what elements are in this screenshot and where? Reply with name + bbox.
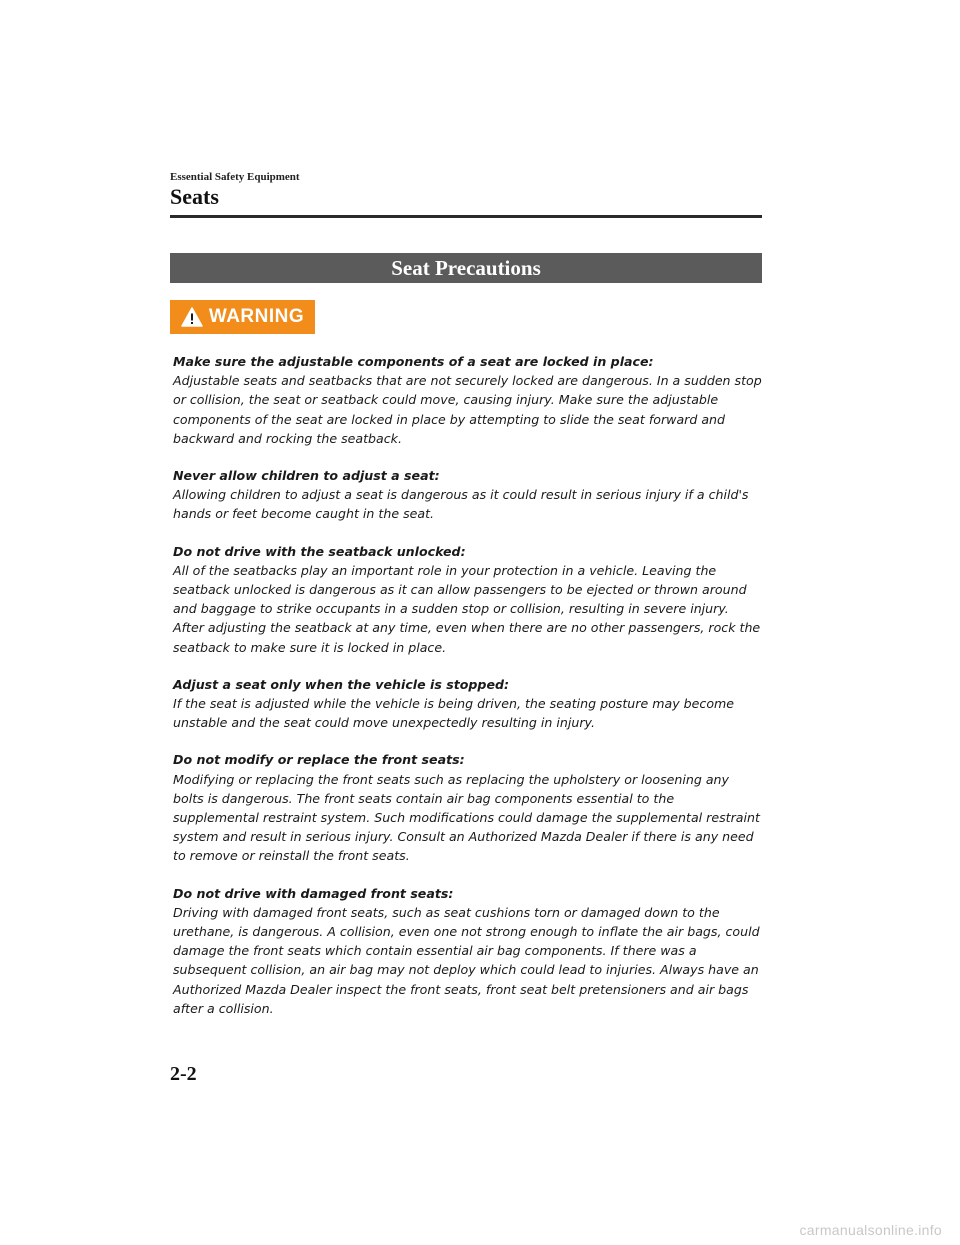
warning-item-body: Adjustable seats and seatbacks that are not securely locked are dangerous. In a sudden stop or collision, the seat or seatback could move, causing injury. Make sure the adjustable components of the seat are locked in place by attempting to slide the seat forward and backward and rocking the seatback. bbox=[173, 373, 762, 446]
page-number: 2-2 bbox=[170, 1063, 197, 1085]
warning-content bbox=[173, 352, 763, 1036]
warning-item-heading: Do not modify or replace the front seats: bbox=[173, 752, 465, 768]
warning-item-body: Modifying or replacing the front seats such as replacing the upholstery or loosening any bolts is dangerous. The front seats contain air bag components essential to the supplemental restraint system. Such modifications could damage the supplemental restraint system and result in serious injury. Consult an Authorized Mazda Dealer if there is any need to remove or reinstall the front seats. bbox=[173, 771, 760, 864]
warning-item bbox=[173, 352, 763, 448]
warning-item bbox=[173, 675, 763, 733]
watermark: carmanualsonline.info bbox=[799, 1222, 942, 1238]
warning-item-heading: Never allow children to adjust a seat: bbox=[173, 468, 440, 484]
warning-item-body: Allowing children to adjust a seat is dangerous as it could result in serious injury if a child's hands or feet become caught in the seat. bbox=[173, 487, 749, 522]
section-label: Essential Safety Equipment bbox=[170, 171, 300, 183]
warning-item bbox=[173, 466, 763, 524]
warning-item-heading: Do not drive with the seatback unlocked: bbox=[173, 543, 466, 559]
warning-item-heading: Adjust a seat only when the vehicle is stopped: bbox=[173, 676, 510, 692]
section-banner: Seat Precautions bbox=[170, 253, 762, 283]
warning-item-heading: Do not drive with damaged front seats: bbox=[173, 885, 454, 901]
warning-item-body: Driving with damaged front seats, such as seat cushions torn or damaged down to the urethane, is dangerous. A collision, even one not strong enough to inflate the air bags, could damage the front seats which contain essential air bag components. If there was a subsequent collision, an air bag may not deploy which could lead to injuries. Always have an Authorized Mazda Dealer inspect the front seats, front seat belt pretensioners and air bags after a collision. bbox=[173, 904, 760, 1016]
warning-item bbox=[173, 542, 763, 657]
warning-badge bbox=[170, 300, 315, 334]
warning-label: WARNING bbox=[208, 306, 305, 327]
warning-item bbox=[173, 750, 763, 865]
warning-item bbox=[173, 884, 763, 1018]
warning-item-body: If the seat is adjusted while the vehicle is being driven, the seating posture may become unstable and the seat could move unexpectedly resulting in injury. bbox=[173, 696, 735, 731]
warning-item-body: All of the seatbacks play an important role in your protection in a vehicle. Leaving the seatback unlocked is dangerous as it can allow passengers to be ejected or thrown around and baggage to strike occupants in a sudden stop or collision, resulting in severe injury. After adjusting the seatback at any time, even when there are no other passengers, rock the seatback to make sure it is locked in place. bbox=[173, 562, 761, 655]
chapter-title: Seats bbox=[170, 184, 219, 209]
warning-item-heading: Make sure the adjustable components of a seat are locked in place: bbox=[173, 354, 654, 369]
warning-triangle-icon bbox=[181, 307, 203, 327]
title-divider bbox=[170, 215, 762, 218]
